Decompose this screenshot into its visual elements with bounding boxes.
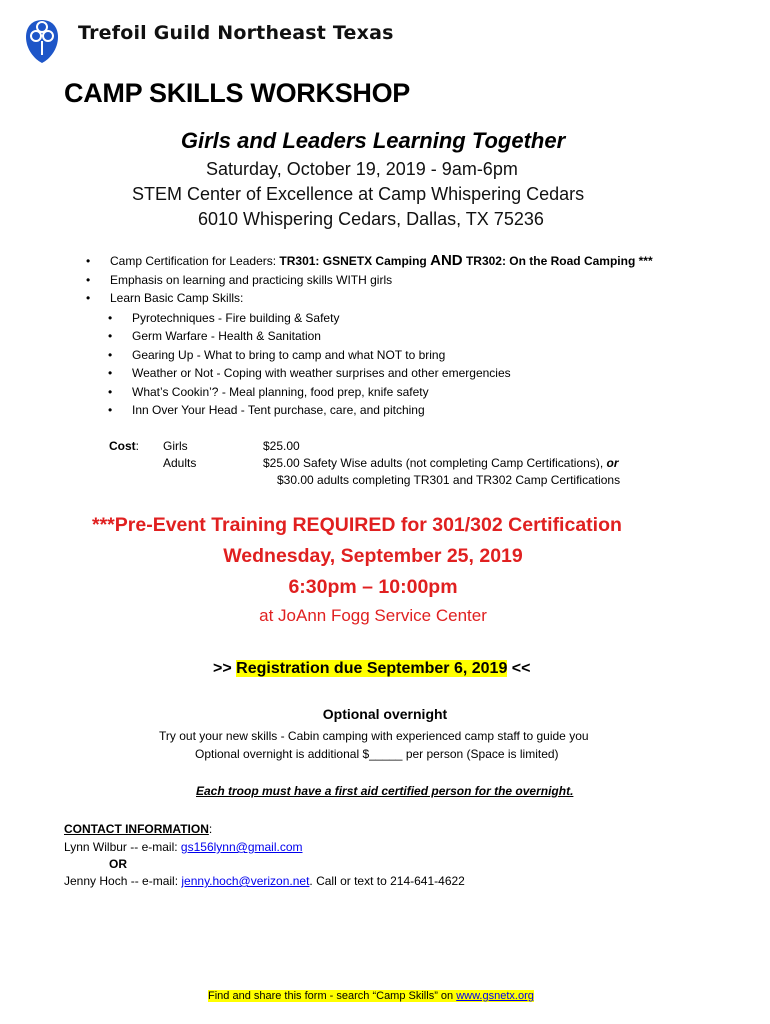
skill-item: • Inn Over Your Head - Tent purchase, care, and pitching <box>108 401 653 420</box>
list-item: • Emphasis on learning and practicing skills WITH girls <box>86 271 653 290</box>
overnight-note: Each troop must have a first aid certified person for the overnight. <box>196 784 574 798</box>
overnight-heading: Optional overnight <box>322 706 448 722</box>
skill-item: • What’s Cookin’? - Meal planning, food prep, knife safety <box>108 383 653 402</box>
footer-link[interactable]: www.gsnetx.org <box>456 990 534 1002</box>
pre-event-location: at JoAnn Fogg Service Center <box>259 606 487 625</box>
footer: Find and share this form - search “Camp Skills” on www.gsnetx.org <box>208 990 534 1002</box>
page-title: CAMP SKILLS WORKSHOP <box>64 78 411 108</box>
jenny-email-link[interactable]: jenny.hoch@verizon.net <box>181 874 310 888</box>
contact-jenny: Jenny Hoch -- e-mail: jenny.hoch@verizon.net. Call or text to 214-641-4622 <box>64 874 465 888</box>
pre-event-line: ***Pre-Event Training REQUIRED for 301/302 Certification <box>92 514 622 536</box>
registration-highlight: Registration due September 6, 2019 <box>236 660 508 677</box>
org-name: Trefoil Guild Northeast Texas <box>78 22 394 44</box>
event-date-time: Saturday, October 19, 2019 - 9am-6pm <box>206 159 518 179</box>
pre-event-date: Wednesday, September 25, 2019 <box>223 545 523 567</box>
registration-due: >> Registration due September 6, 2019 << <box>213 660 531 677</box>
skill-item: • Germ Warfare - Health & Sanitation <box>108 327 653 346</box>
overnight-line-2: Optional overnight is additional $_____ per person (Space is limited) <box>195 747 559 761</box>
skill-item: • Weather or Not - Coping with weather surprises and other emergencies <box>108 364 653 383</box>
lynn-email-link[interactable]: gs156lynn@gmail.com <box>180 840 303 854</box>
cost-adults-label: Adults <box>163 456 197 470</box>
cost-adults-price-cert: $30.00 adults completing TR301 and TR302 Camp Certifications <box>277 473 621 487</box>
list-item: • Learn Basic Camp Skills: <box>86 289 653 308</box>
skill-item: • Pyrotechniques - Fire building & Safety <box>108 309 653 328</box>
event-address: 6010 Whispering Cedars, Dallas, TX 75236 <box>198 209 544 229</box>
contact-or: OR <box>109 857 127 871</box>
cost-adults-price: $25.00 Safety Wise adults (not completing Camp Certifications), or <box>263 456 619 470</box>
cost-girls-price: $25.00 <box>263 439 300 453</box>
cost-label: Cost: <box>109 439 140 453</box>
skills-list <box>108 309 653 420</box>
event-venue: STEM Center of Excellence at Camp Whispering Cedars <box>132 184 585 204</box>
subtitle: Girls and Leaders Learning Together <box>180 128 566 153</box>
skill-item: • Gearing Up - What to bring to camp and what NOT to bring <box>108 346 653 365</box>
trefoil-logo-icon <box>24 17 60 65</box>
cost-girls-label: Girls <box>163 439 188 453</box>
contact-heading: CONTACT INFORMATION: <box>64 822 213 836</box>
overnight-line-1: Try out your new skills - Cabin camping with experienced camp staff to guide you <box>159 729 589 743</box>
contact-lynn: Lynn Wilbur -- e-mail: gs156lynn@gmail.com <box>64 840 303 854</box>
list-item: • Camp Certification for Leaders: TR301: GSNETX Camping AND TR302: On the Road Camping *** <box>86 252 653 271</box>
pre-event-time: 6:30pm – 10:00pm <box>288 576 458 598</box>
bullet-list <box>86 252 653 420</box>
